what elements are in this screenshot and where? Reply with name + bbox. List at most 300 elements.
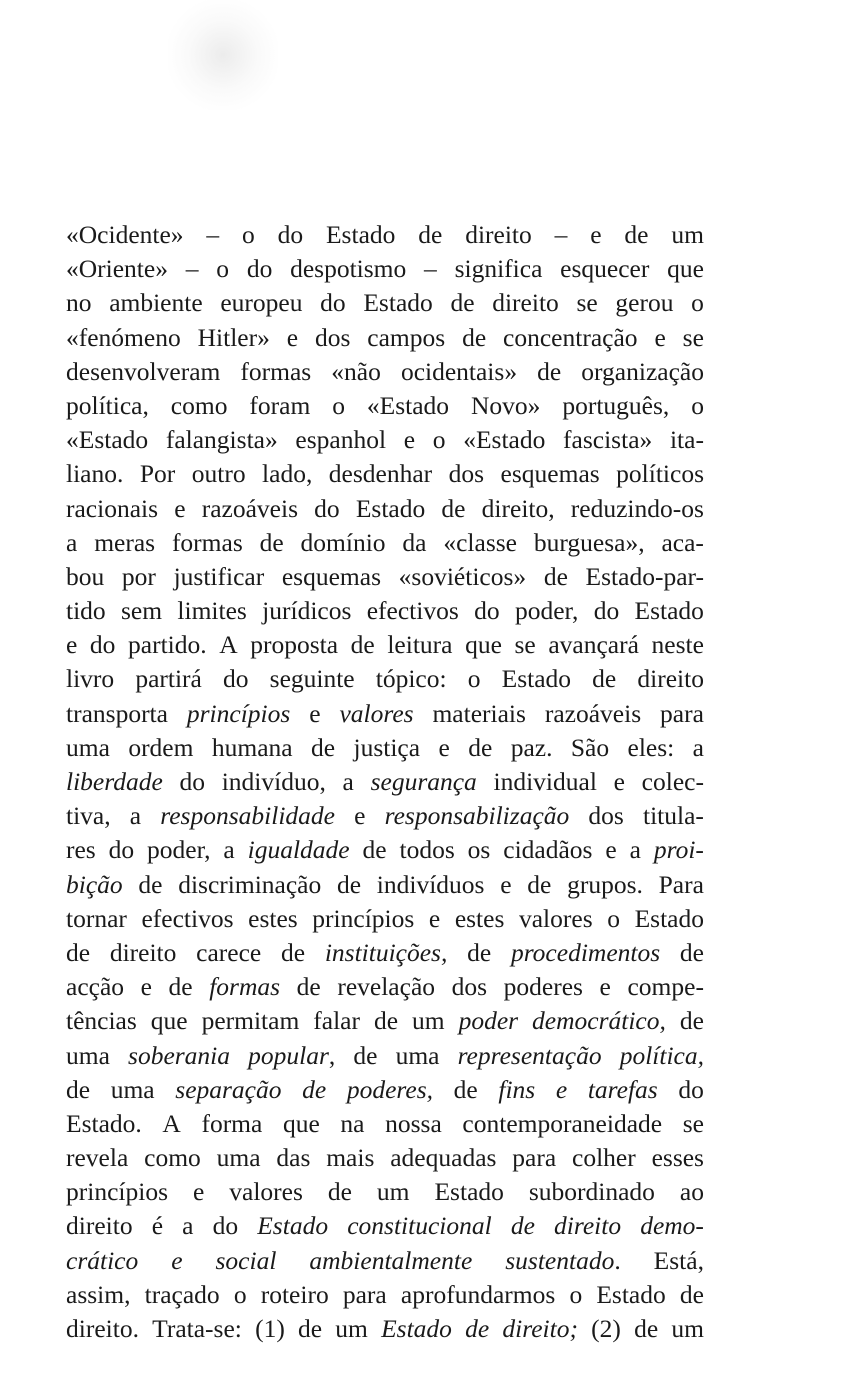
word: de xyxy=(462,322,487,352)
word: separação xyxy=(175,1074,282,1104)
word: – xyxy=(185,254,199,284)
word: Estado-par- xyxy=(585,561,704,591)
word: aca- xyxy=(661,527,704,557)
text-line xyxy=(66,1209,704,1243)
word: Novo» xyxy=(471,390,541,420)
word: «Ocidente» xyxy=(66,220,184,249)
word: concentração xyxy=(503,322,638,352)
word: de xyxy=(537,356,562,386)
word: efectivos xyxy=(141,903,234,933)
word: – xyxy=(424,254,437,284)
word: e xyxy=(500,869,512,899)
word: poder, xyxy=(514,596,579,626)
word: (2) xyxy=(591,1314,621,1343)
word: forma xyxy=(201,1108,263,1138)
word: do xyxy=(212,1211,239,1241)
word: de xyxy=(679,1006,704,1036)
word: Estado. xyxy=(66,1108,142,1138)
word: na xyxy=(340,1108,365,1138)
word: política, xyxy=(66,390,149,420)
word: ordem xyxy=(128,732,194,762)
word: partido. xyxy=(128,630,207,660)
word: de xyxy=(634,1314,659,1343)
word: de xyxy=(66,1074,91,1104)
text-line xyxy=(66,697,704,731)
word: Está, xyxy=(653,1245,704,1275)
word: é xyxy=(151,1211,164,1241)
word: ao xyxy=(679,1177,704,1207)
word: de xyxy=(467,937,492,967)
word: um xyxy=(412,1006,445,1036)
word: um xyxy=(671,1314,704,1343)
word: compe- xyxy=(627,972,704,1002)
text-line xyxy=(66,526,704,560)
word: – xyxy=(206,220,220,249)
word: se xyxy=(576,288,598,318)
word: igualdade xyxy=(247,835,350,865)
word: de xyxy=(327,1177,352,1207)
word: do xyxy=(108,835,135,865)
word: português, xyxy=(562,390,670,420)
word: avançará xyxy=(548,630,639,660)
word: formas xyxy=(171,527,243,557)
word: de xyxy=(373,1006,399,1036)
word: dos xyxy=(451,972,488,1002)
text-line xyxy=(66,1312,704,1346)
word: São xyxy=(570,732,610,762)
word: neste xyxy=(651,630,704,660)
text-line xyxy=(66,936,704,970)
word: das xyxy=(276,1143,311,1173)
word: de xyxy=(362,835,387,865)
word: Para xyxy=(658,869,704,899)
word: de xyxy=(350,630,375,660)
word: no xyxy=(66,288,92,318)
word: revelação xyxy=(337,972,436,1002)
word: e xyxy=(286,322,299,352)
word: poder, xyxy=(147,835,211,865)
word: princípios xyxy=(66,1177,168,1207)
word: do xyxy=(320,288,346,318)
word: ambientalmente xyxy=(309,1245,473,1275)
word: e xyxy=(654,322,666,352)
word: e xyxy=(192,1177,205,1207)
word: Estado xyxy=(355,493,426,523)
word: grupos. xyxy=(567,869,643,899)
word: ambiente xyxy=(109,288,203,318)
word: que xyxy=(465,630,502,660)
word: de xyxy=(527,869,552,899)
word: de xyxy=(453,1074,478,1104)
word: do xyxy=(678,1074,704,1104)
text-line xyxy=(66,389,704,423)
word: Hitler» xyxy=(197,322,270,352)
word: de xyxy=(468,732,493,762)
word: razoáveis xyxy=(544,698,642,728)
text-line xyxy=(66,1107,704,1141)
text-line xyxy=(66,1244,704,1278)
word: tarefas xyxy=(587,1074,658,1104)
word: crático xyxy=(66,1245,139,1275)
word: para xyxy=(660,698,704,728)
word: de xyxy=(450,288,475,318)
text-line xyxy=(66,970,704,1004)
word: do xyxy=(179,767,205,796)
word: a xyxy=(129,801,142,831)
word: o xyxy=(607,903,620,933)
word: para xyxy=(512,1143,557,1173)
word: a xyxy=(66,527,78,557)
text-line xyxy=(66,1073,704,1107)
word: desdenhar xyxy=(328,459,433,489)
word: de xyxy=(259,527,284,557)
word: direito xyxy=(554,1211,622,1241)
word: dos xyxy=(588,801,624,831)
text-line xyxy=(66,662,704,696)
word: proposta xyxy=(250,630,339,660)
text-line xyxy=(66,321,704,355)
word: popular, xyxy=(248,1040,336,1070)
word: «Estado xyxy=(366,390,450,420)
word: princípios xyxy=(312,903,415,933)
word: valores xyxy=(518,903,593,933)
word: de xyxy=(592,664,617,694)
text-line xyxy=(66,731,704,765)
word: livro xyxy=(66,664,115,694)
word: sem xyxy=(121,596,163,626)
word: individual xyxy=(493,767,597,796)
word: e xyxy=(66,630,78,660)
word: Estado xyxy=(434,1177,504,1207)
word: adequadas xyxy=(390,1143,497,1173)
word: tornar xyxy=(66,903,127,933)
word: burguesa», xyxy=(533,527,645,557)
word: demo- xyxy=(640,1211,704,1241)
word: esquecer xyxy=(560,254,650,284)
word: de xyxy=(336,869,362,899)
text-line xyxy=(66,868,704,902)
word: esses xyxy=(651,1143,704,1173)
text-line xyxy=(66,1278,704,1312)
word: de xyxy=(298,1314,323,1343)
word: se xyxy=(682,322,704,352)
word: o xyxy=(432,425,446,455)
word: de xyxy=(510,1211,535,1241)
word: democrático, xyxy=(532,1006,666,1036)
word: organização xyxy=(581,356,704,386)
word: Estado xyxy=(325,220,396,249)
word: fins xyxy=(498,1074,536,1104)
word: uma xyxy=(395,1040,440,1070)
word: a xyxy=(182,1211,194,1241)
text-line xyxy=(66,218,704,252)
word: tido xyxy=(66,596,106,626)
word: de xyxy=(302,1074,327,1104)
text-line xyxy=(66,594,704,628)
word: de xyxy=(679,1279,704,1309)
word: partirá xyxy=(135,664,202,694)
word: justificar xyxy=(173,561,265,591)
word: a xyxy=(692,732,704,762)
word: tiva, xyxy=(66,801,111,831)
word: racionais xyxy=(66,493,159,523)
word: soberania xyxy=(128,1040,231,1070)
word: uma xyxy=(66,1040,110,1070)
word: justiça xyxy=(353,732,421,762)
word: a xyxy=(629,835,641,865)
word: responsabilidade xyxy=(160,801,335,831)
word: transporta xyxy=(66,698,168,728)
scan-artifact xyxy=(168,0,278,110)
word: domínio xyxy=(300,527,386,557)
word: segurança xyxy=(370,767,477,796)
word: esquemas xyxy=(500,459,600,489)
word: da xyxy=(402,527,427,557)
word: gerou xyxy=(615,288,674,318)
word: foram xyxy=(249,390,311,420)
word: e xyxy=(428,903,441,933)
text-line xyxy=(66,1004,704,1038)
text-line xyxy=(66,1141,704,1175)
word: razoáveis xyxy=(201,493,298,523)
word: e xyxy=(403,425,416,455)
word: do xyxy=(474,596,500,626)
word: de xyxy=(168,972,193,1002)
word: nossa xyxy=(385,1108,442,1138)
word: traçado xyxy=(144,1279,220,1309)
word: poderes, xyxy=(346,1074,434,1104)
word: responsabilização xyxy=(384,801,570,831)
word: de xyxy=(679,937,704,967)
word: colec- xyxy=(641,767,704,796)
word: o xyxy=(242,220,255,249)
word: do xyxy=(277,220,304,249)
word: Por xyxy=(139,459,176,489)
word: contemporaneidade xyxy=(462,1108,663,1138)
word: como xyxy=(170,390,228,420)
word: Estado xyxy=(363,288,433,318)
word: constitucional xyxy=(347,1211,492,1241)
word: sustentado. xyxy=(505,1245,621,1275)
word: valores xyxy=(339,698,414,728)
word: o xyxy=(569,1279,583,1309)
word: permitam xyxy=(201,1006,300,1036)
word: mais xyxy=(326,1143,375,1173)
word: ocidentais» xyxy=(400,356,518,386)
word: e xyxy=(599,972,611,1002)
word: europeu xyxy=(220,288,303,318)
word: direito xyxy=(465,220,532,249)
text-line xyxy=(66,252,704,286)
word: procedimentos xyxy=(510,937,661,967)
word: A xyxy=(219,630,238,660)
word: os xyxy=(467,835,491,865)
word: do xyxy=(593,596,620,626)
word: direito, xyxy=(481,493,555,523)
word: cidadãos xyxy=(503,835,593,865)
word: assim, xyxy=(66,1279,131,1309)
word: representação xyxy=(457,1040,602,1070)
word: dos xyxy=(448,459,485,489)
word: de xyxy=(543,561,568,591)
text-line xyxy=(66,355,704,389)
word: e xyxy=(438,732,450,762)
word: o xyxy=(467,664,481,694)
text-line xyxy=(66,560,704,594)
word: direito xyxy=(492,288,559,318)
word: outro xyxy=(191,459,246,489)
text-line xyxy=(66,286,704,320)
text-line xyxy=(66,765,704,799)
word: A xyxy=(162,1108,181,1138)
word: colher xyxy=(572,1143,636,1173)
word: revela xyxy=(66,1143,129,1173)
word: de xyxy=(281,937,306,967)
word: Estado xyxy=(501,664,572,694)
word: bição xyxy=(66,869,123,899)
word: todos xyxy=(399,835,455,865)
word: titula- xyxy=(643,801,704,831)
word: de xyxy=(311,732,336,762)
word: e xyxy=(555,1074,568,1104)
word: um xyxy=(671,220,704,249)
word: proi- xyxy=(653,835,704,865)
word: de xyxy=(296,972,321,1002)
word: social xyxy=(215,1245,277,1275)
word: para xyxy=(342,1279,387,1309)
word: e xyxy=(354,801,366,831)
word: estes xyxy=(248,903,298,933)
word: Trata-se: xyxy=(152,1314,242,1343)
word: bou xyxy=(66,561,105,591)
word: de xyxy=(353,1040,378,1070)
word: se xyxy=(682,1108,704,1138)
text-line xyxy=(66,799,704,833)
word: carece xyxy=(196,937,262,967)
word: política, xyxy=(619,1040,704,1070)
word: indivíduo, xyxy=(221,767,326,796)
word: o xyxy=(691,390,704,420)
word: – xyxy=(554,220,568,249)
word: formas xyxy=(209,972,281,1002)
word: «soviéticos» xyxy=(398,561,527,591)
word: um xyxy=(376,1177,410,1207)
word: Estado xyxy=(596,1279,666,1309)
word: liano. xyxy=(66,459,124,489)
word: despotismo xyxy=(290,254,407,284)
word: e xyxy=(613,767,625,796)
word: políticos xyxy=(616,459,704,489)
word: um xyxy=(335,1314,368,1343)
word: lado, xyxy=(262,459,313,489)
word: «fenómeno xyxy=(66,322,181,352)
text-line xyxy=(66,833,704,867)
word: significa xyxy=(454,254,543,284)
word: de xyxy=(624,220,649,249)
word: Estado xyxy=(634,596,704,626)
text-line xyxy=(66,457,704,491)
word: Estado xyxy=(634,903,704,933)
word: limites xyxy=(177,596,247,626)
word: como xyxy=(144,1143,201,1173)
word: discriminação xyxy=(178,869,322,899)
word: que xyxy=(282,1108,320,1138)
word: «classe xyxy=(443,527,517,557)
word: do xyxy=(246,254,273,284)
word: do xyxy=(314,493,340,523)
text-line xyxy=(66,628,704,662)
text-line xyxy=(66,1039,704,1073)
word: que xyxy=(667,254,704,284)
word: liberdade xyxy=(66,767,163,796)
word: acção xyxy=(66,972,125,1002)
word: e xyxy=(605,835,617,865)
word: de xyxy=(66,937,91,967)
word: ita- xyxy=(669,425,704,455)
word: aprofundarmos xyxy=(400,1279,556,1309)
word: uma xyxy=(110,1074,155,1104)
word: valores xyxy=(229,1177,303,1207)
word: seguinte xyxy=(269,664,355,694)
text-line xyxy=(66,492,704,526)
word: campos xyxy=(367,322,446,352)
word: de xyxy=(465,1314,490,1343)
word: «Estado xyxy=(463,425,546,455)
text-line xyxy=(66,1175,704,1209)
word: e xyxy=(171,1245,183,1275)
word: direito; xyxy=(502,1314,578,1343)
word: direito xyxy=(109,937,177,967)
word: se xyxy=(514,630,536,660)
word: que xyxy=(150,1006,188,1036)
word: do xyxy=(223,664,249,694)
word: de xyxy=(441,493,466,523)
word: reduzindo-os xyxy=(570,493,704,523)
word: efectivos xyxy=(366,596,459,626)
word: a xyxy=(342,767,354,796)
word: direito xyxy=(66,1211,133,1241)
word: dos xyxy=(314,322,351,352)
word: falangista» xyxy=(165,425,278,455)
word: e xyxy=(590,220,602,249)
word: e xyxy=(140,972,152,1002)
word: Estado xyxy=(381,1314,452,1343)
word: o xyxy=(332,390,345,420)
word: do xyxy=(89,630,116,660)
word: res xyxy=(66,835,96,865)
word: o xyxy=(216,254,230,284)
word: falar xyxy=(313,1006,360,1036)
word: subordinado xyxy=(528,1177,655,1207)
word: esquemas xyxy=(281,561,381,591)
word: o xyxy=(691,288,704,318)
word: humana xyxy=(211,732,293,762)
word: materiais xyxy=(432,698,526,728)
text-line xyxy=(66,902,704,936)
word: «Oriente» xyxy=(66,254,168,284)
word: fascista» xyxy=(563,425,653,455)
word: o xyxy=(233,1279,247,1309)
word: direito xyxy=(637,664,704,694)
word: eles: xyxy=(627,732,675,762)
word: estes xyxy=(454,903,505,933)
word: uma xyxy=(216,1143,261,1173)
word: indivíduos xyxy=(376,869,485,899)
word: espanhol xyxy=(295,425,387,455)
text-line xyxy=(66,423,704,457)
word: e xyxy=(174,493,186,523)
word: «Estado xyxy=(66,425,149,455)
